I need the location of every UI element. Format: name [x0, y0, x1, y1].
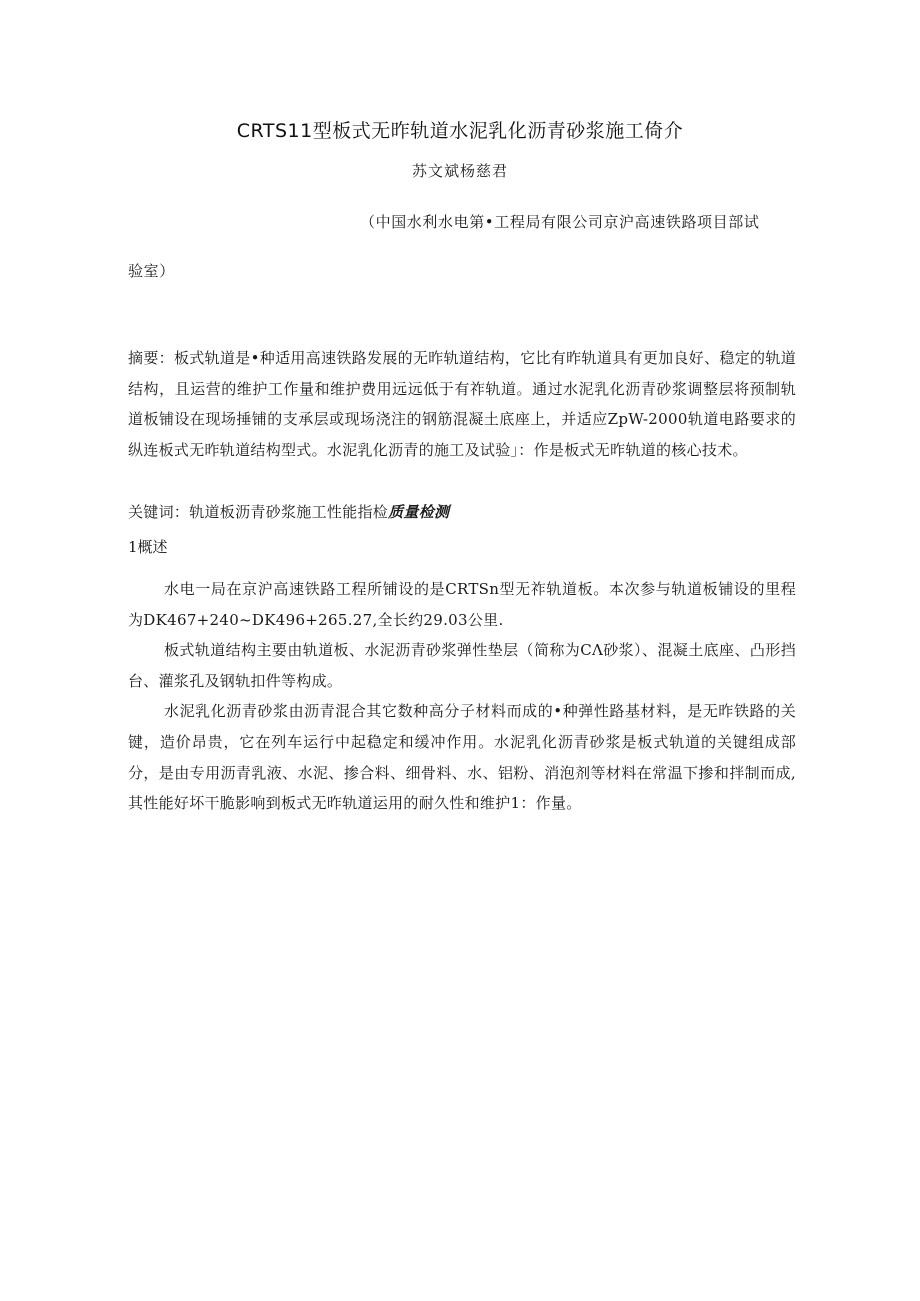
section-body [128, 574, 796, 819]
section-heading: 1概述 [128, 538, 168, 556]
body-paragraph: 水电一局在京沪高速铁路工程所铺设的是CRTSn型无祚轨道板。本次参与轨道板铺设的里程为DK467+240~DK496+265.27,全长约29.03公里. [128, 580, 796, 629]
keywords-label: 关键词：轨道板沥青砂浆施工性能指检 [128, 503, 389, 521]
abstract-paragraph: 摘要：板式轨道是•种适用高速铁路发展的无昨轨道结构，它比有昨轨道具有更加良好、稳定的轨道结构，且运营的维护工作量和维护费用远远低于有祚轨道。通过水泥乳化沥青砂浆调整层将预制轨道板铺设在现场捶铺的支承层或现场浇注的钢筋混凝土底座上，并适应ZpW-2000轨道电路要求的纵连板式无昨轨道结构型式。水泥乳化沥青的施工及试验」：作是板式无昨轨道的核心技术。 [128, 349, 796, 459]
body-paragraph: 水泥乳化沥青砂浆由沥青混合其它数种高分子材料而成的•种弹性路基材料，是无昨铁路的关键，造价昂贵，它在列车运行中起稳定和缓冲作用。水泥乳化沥青砂浆是板式轨道的关键组成部分，是由专用沥青乳液、水泥、掺合料、细骨料、水、铝粉、消泡剂等材料在常温下掺和拌制而成,其性能好坏干脆影响到板式无昨轨道运用的耐久性和维护1：作量。 [128, 702, 796, 813]
author-names: 苏文斌杨慈君 [411, 162, 508, 180]
body-paragraph: 板式轨道结构主要由轨道板、水泥沥青砂浆弹性垫层（简称为CΛ砂浆）、混凝土底座、凸形挡台、灌浆孔及钢轨扣件等构成。 [128, 641, 796, 690]
affiliation-line-2: 验室） [128, 262, 175, 280]
document-title: CRTS11型板式无昨轨道水泥乳化沥青砂浆施工倚介 [236, 120, 684, 142]
keywords-line [128, 497, 796, 528]
affiliation-line-1: （中国水利水电第•工程局有限公司京沪高速铁路项目部试 [360, 213, 760, 231]
keywords-emphasis: 质量检测 [388, 503, 450, 521]
